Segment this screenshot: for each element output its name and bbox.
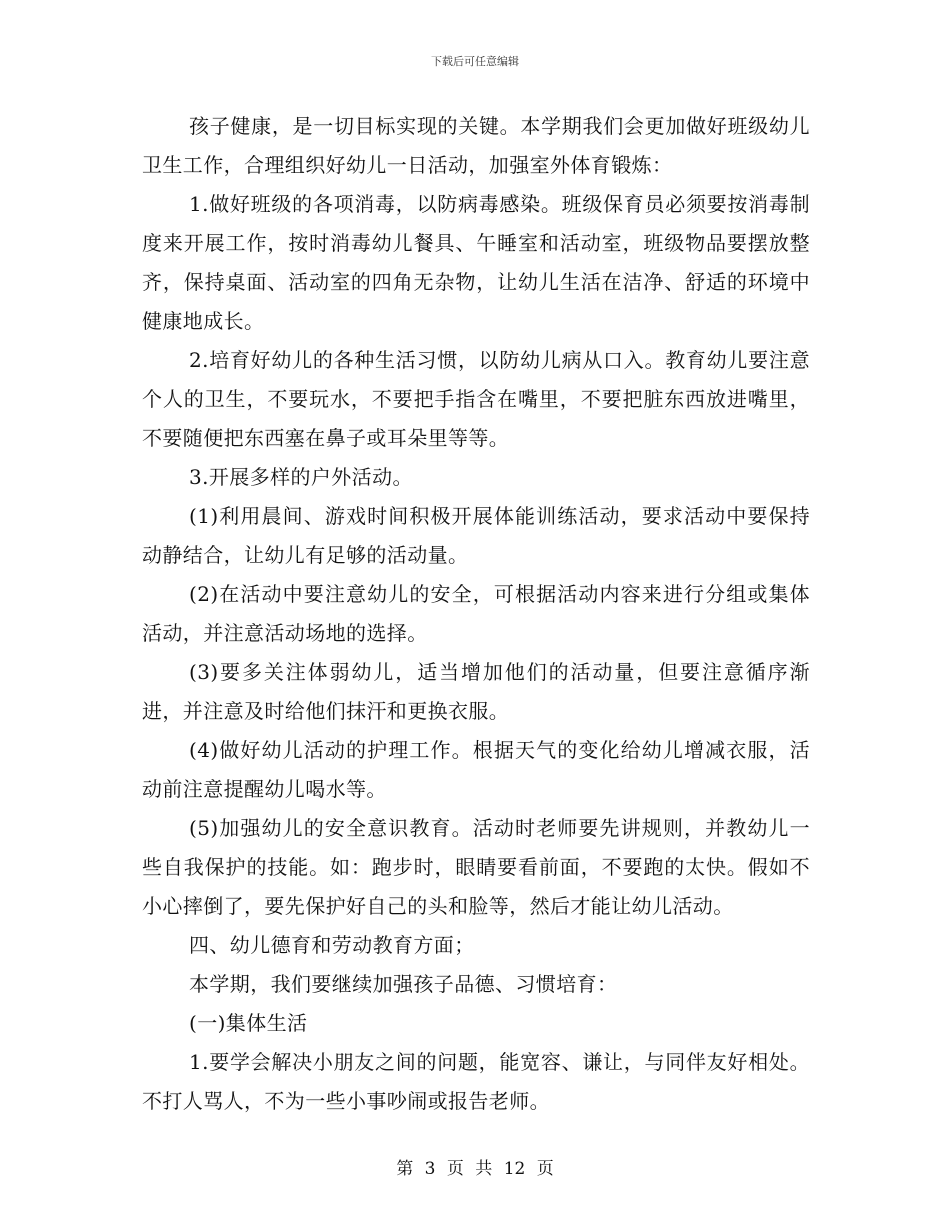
- paragraph: (5)加强幼儿的安全意识教育。活动时老师要先讲规则，并教幼儿一些自我保护的技能。如：跑步时，眼睛要看前面，不要跑的太快。假如不小心摔倒了，要先保护好自己的头和脸等，然后才能让幼儿活动。: [142, 816, 810, 918]
- paragraph: 1.做好班级的各项消毒，以防病毒感染。班级保育员必须要按消毒制度来开展工作，按时消毒幼儿餐具、午睡室和活动室，班级物品要摆放整齐，保持桌面、活动室的四角无杂物，让幼儿生活在洁净、舒适的环境中健康地成长。: [142, 192, 810, 333]
- paragraph: (4)做好幼儿活动的护理工作。根据天气的变化给幼儿增减衣服，活动前注意提醒幼儿喝水等。: [142, 738, 810, 801]
- page-header: 下载后可任意编辑: [431, 55, 519, 68]
- paragraph: (3)要多关注体弱幼儿，适当增加他们的活动量，但要注意循序渐进，并注意及时给他们抹汗和更换衣服。: [142, 660, 810, 723]
- paragraph: 本学期，我们要继续加强孩子品德、习惯培育：: [189, 972, 618, 996]
- subsection-heading: (一)集体生活: [189, 1011, 308, 1035]
- paragraph: 2.培育好幼儿的各种生活习惯，以防幼儿病从口入。教育幼儿要注意个人的卫生，不要玩水，不要把手指含在嘴里，不要把脏东西放进嘴里，不要随便把东西塞在鼻子或耳朵里等等。: [142, 348, 810, 450]
- paragraph: 孩子健康，是一切目标实现的关键。本学期我们会更加做好班级幼儿卫生工作，合理组织好幼儿一日活动，加强室外体育锻炼：: [142, 114, 810, 177]
- paragraph: 3.开展多样的户外活动。: [189, 465, 413, 489]
- paragraph: (1)利用晨间、游戏时间积极开展体能训练活动，要求活动中要保持动静结合，让幼儿有足够的活动量。: [142, 504, 810, 567]
- paragraph: (2)在活动中要注意幼儿的安全，可根据活动内容来进行分组或集体活动，并注意活动场地的选择。: [142, 582, 810, 645]
- section-heading: 四、幼儿德育和劳动教育方面；: [189, 933, 475, 957]
- page-number-footer: 第 3 页 共 12 页: [396, 1159, 554, 1179]
- document-body: [142, 107, 810, 1121]
- paragraph: 1.要学会解决小朋友之间的问题，能宽容、谦让，与同伴友好相处。不打人骂人，不为一些小事吵闹或报告老师。: [142, 1050, 810, 1113]
